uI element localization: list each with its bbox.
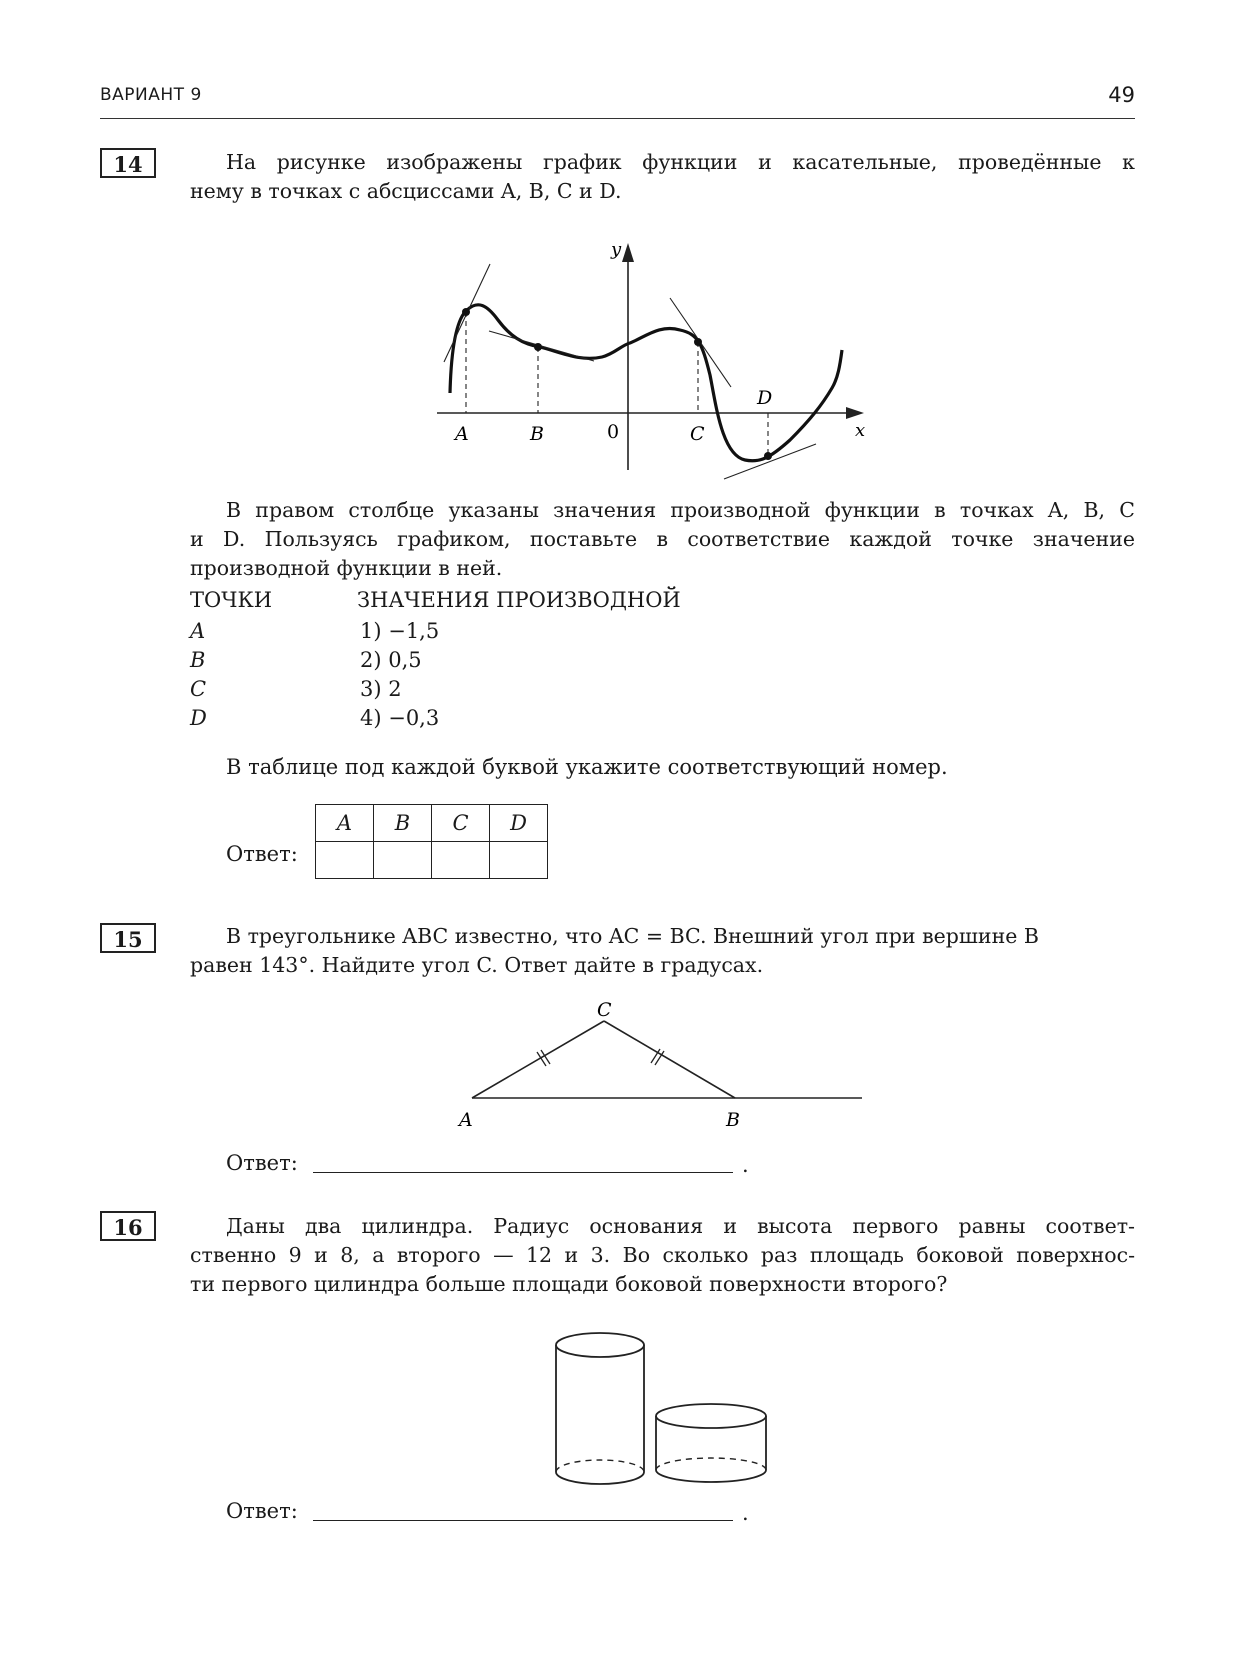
point-row-a: A (190, 619, 206, 643)
value-row-4: 4) −0,3 (360, 706, 440, 730)
tangent-d (724, 444, 816, 479)
task-15-answer-line[interactable] (313, 1172, 733, 1173)
answer-header-b: B (374, 805, 432, 842)
function-curve (450, 305, 842, 461)
task-14-answer-label: Ответ: (226, 842, 298, 866)
value-row-1: 1) −1,5 (360, 619, 440, 643)
answer-header-a: A (316, 805, 374, 842)
answer-cell-c[interactable] (432, 842, 490, 879)
task-15-text (190, 922, 1135, 980)
y-axis-arrow-icon (622, 243, 634, 262)
task-16-line-3: ти первого цилиндра больше площади боковой поверхности второго? (190, 1272, 948, 1296)
task-16-answer-label: Ответ: (226, 1499, 298, 1523)
task-14-intro (190, 148, 1135, 206)
x-axis-label: x (855, 420, 866, 441)
point-row-b: B (190, 648, 206, 672)
point-b-marker (534, 343, 542, 351)
answer-table-header-row (316, 805, 548, 842)
point-b-label: B (530, 423, 544, 445)
page-number: 49 (1108, 83, 1135, 107)
task-14-function-graph (430, 232, 880, 482)
origin-label: 0 (607, 421, 620, 443)
point-c-label: C (690, 423, 705, 445)
task-16-line-2: ственно 9 и 8, а второго — 12 и 3. Во сколько раз площадь боковой поверхнос- (190, 1243, 1135, 1267)
x-axis-arrow-icon (846, 407, 864, 419)
task-14-desc-line-3: производной функции в ней. (190, 556, 503, 580)
task-15-answer-label: Ответ: (226, 1151, 298, 1175)
task-14-table-instruction: В таблице под каждой буквой укажите соответствующий номер. (226, 755, 948, 779)
task-15-line-2: равен 143°. Найдите угол C. Ответ дайте в градусах. (190, 953, 764, 977)
task-16-answer-line[interactable] (313, 1520, 733, 1521)
answer-cell-b[interactable] (374, 842, 432, 879)
vertex-c-label: C (597, 999, 612, 1021)
y-axis-label: y (611, 239, 622, 260)
point-row-d: D (190, 706, 207, 730)
task-14-desc-line-1: В правом столбце указаны значения производной функции в точках A, B, C (226, 498, 1135, 522)
task-16-answer-period: . (742, 1501, 749, 1525)
task-14-desc-line-2: и D. Пользуясь графиком, поставьте в соответствие каждой точке значение (190, 527, 1135, 551)
task-14-answer-table (315, 804, 548, 879)
task-15-line-1: В треугольнике ABC известно, что AC = BC. Внешний угол при вершине B (226, 924, 1039, 948)
answer-cell-a[interactable] (316, 842, 374, 879)
value-row-2: 2) 0,5 (360, 648, 422, 672)
running-header: ВАРИАНТ 9 (100, 85, 202, 105)
point-d-marker (764, 452, 772, 460)
header-rule (100, 118, 1135, 119)
task-15-number: 15 (100, 923, 156, 953)
task-16-line-1: Даны два цилиндра. Радиус основания и высота первого равны соответ- (226, 1214, 1135, 1238)
task-14-intro-line-2: нему в точках с абсциссами A, B, C и D. (190, 179, 622, 203)
task-14-number: 14 (100, 148, 156, 178)
point-a-marker (462, 308, 470, 316)
answer-header-d: D (490, 805, 548, 842)
cylinder-1 (556, 1333, 644, 1484)
vertex-a-label: A (459, 1109, 473, 1130)
side-bc (604, 1021, 735, 1098)
task-14-description (190, 496, 1135, 583)
value-row-3: 3) 2 (360, 677, 402, 701)
vertex-b-label: B (726, 1109, 740, 1130)
answer-table-input-row (316, 842, 548, 879)
point-a-label: A (455, 423, 469, 445)
cylinder-2 (656, 1404, 766, 1482)
answer-header-c: C (432, 805, 490, 842)
side-ac (472, 1021, 604, 1098)
task-16-cylinders-figure (545, 1325, 780, 1495)
task-15-triangle-figure (455, 990, 875, 1130)
answer-cell-d[interactable] (490, 842, 548, 879)
task-15-answer-period: . (742, 1153, 749, 1177)
task-14-intro-line-1: На рисунке изображены график функции и касательные, проведённые к (226, 150, 1135, 174)
column-header-points: ТОЧКИ (190, 588, 273, 612)
task-16-number: 16 (100, 1211, 156, 1241)
task-16-text (190, 1212, 1135, 1299)
point-c-marker (694, 338, 702, 346)
point-d-label: D (757, 387, 773, 409)
column-header-values: ЗНАЧЕНИЯ ПРОИЗВОДНОЙ (357, 588, 681, 612)
point-row-c: C (190, 677, 207, 701)
